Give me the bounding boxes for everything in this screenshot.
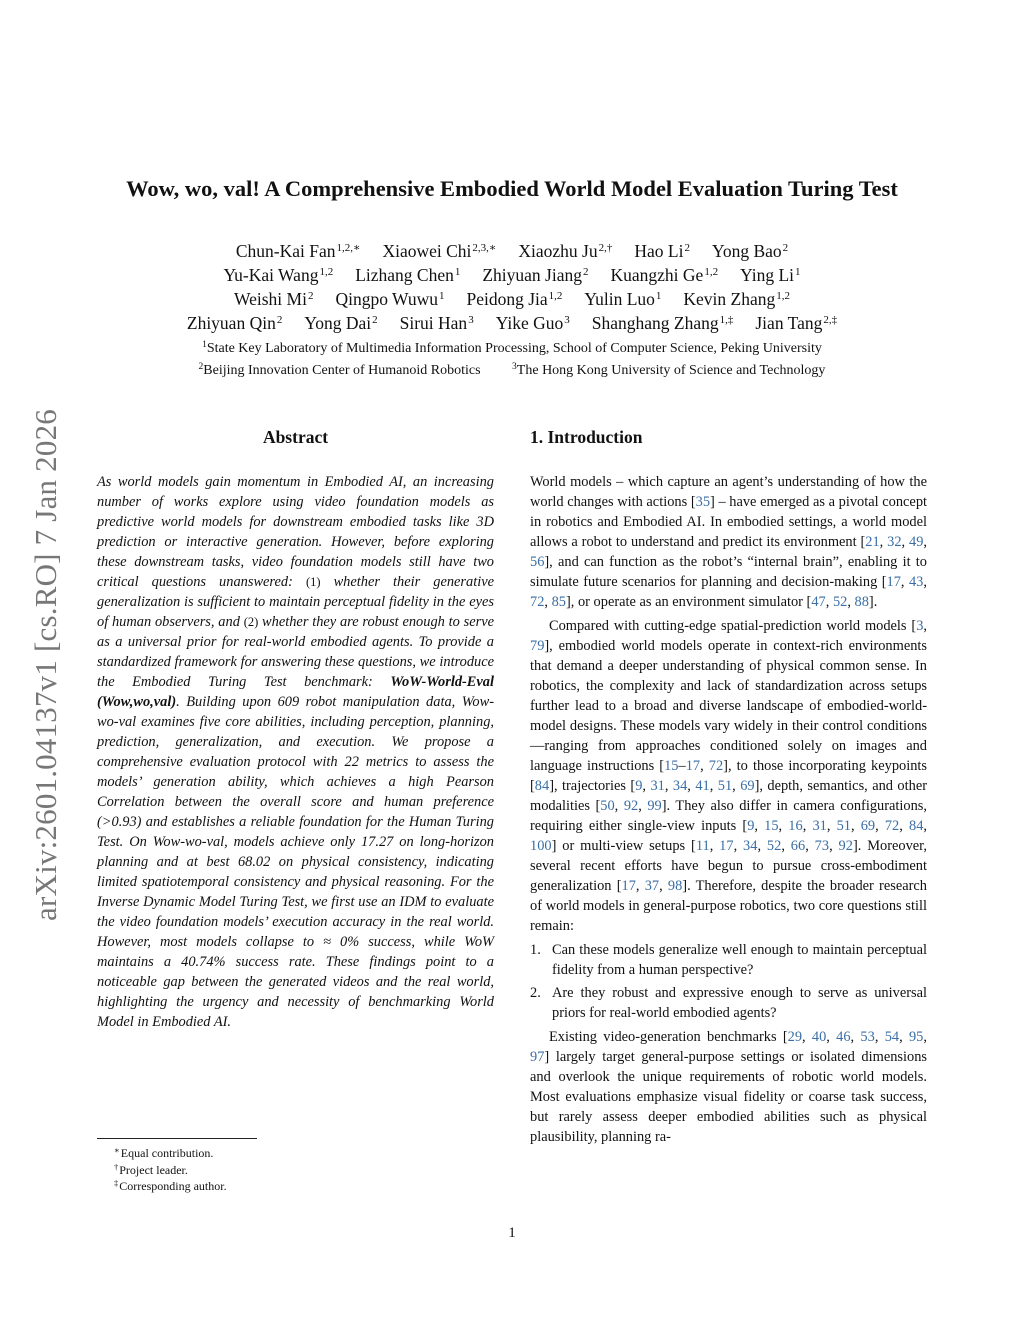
affiliation-1-text: State Key Laboratory of Multimedia Information Processing, School of Computer Science, Peking University [206, 341, 822, 356]
paragraph-text: ], and can function as the robot’s “internal brain”, enabling it to simulate future scenarios for planning and decision-making [ [530, 554, 927, 590]
author-affiliation-marker: 2,3,∗ [472, 242, 497, 254]
citation-link[interactable]: 21 [865, 534, 880, 550]
citation-link[interactable]: 17 [719, 838, 734, 854]
author-name-text: Kuangzhi Ge [610, 265, 704, 285]
citation-link[interactable]: 35 [695, 494, 711, 510]
paragraph-text: , [700, 758, 709, 774]
author-name [400, 311, 474, 335]
paragraph-text: , [901, 534, 909, 550]
paragraph-text: ], or operate as an environment simulator [ [565, 594, 812, 610]
citation-link[interactable]: 34 [743, 838, 758, 854]
paragraph-text: ], depth, semantics, and other modalities [ [530, 778, 927, 814]
author-affiliation-marker: 1,2,∗ [336, 242, 361, 254]
footnote-text: Corresponding author. [119, 1179, 227, 1193]
citation-link[interactable]: 11 [695, 838, 710, 854]
intro-paragraph-3 [530, 1027, 927, 1147]
paper-title: Wow, wo, val! A Comprehensive Embodied World Model Evaluation Turing Test [126, 176, 898, 201]
author-name-text: Weishi Mi [233, 289, 307, 309]
author-name-text: Shanghang Zhang [591, 313, 719, 333]
citation-link[interactable]: 51 [836, 818, 851, 834]
paragraph-text: , [825, 594, 833, 610]
paragraph-text: , [709, 778, 718, 794]
abstract-part-3: whether they are robust enough to serve as a universal prior for real-world embodied agents. To provide a standardized framework for answering these questions, we introduce the Embodied Turing Test benchmark: [97, 614, 494, 690]
abstract-text [97, 472, 494, 1032]
author-name [187, 311, 282, 335]
paragraph-text: , [850, 818, 861, 834]
citation-link[interactable]: 79 [530, 638, 545, 654]
abstract-part-2: whether their generative generalization is sufficient to maintain perceptual fidelity in the eyes of human observers, and [97, 574, 494, 630]
citation-link[interactable]: 95 [908, 1029, 924, 1045]
paragraph-text: , [778, 818, 789, 834]
citation-link[interactable]: 72 [530, 594, 545, 610]
paragraph-text: , [754, 818, 765, 834]
footnote [114, 1162, 227, 1179]
footnote-divider [97, 1138, 257, 1139]
citation-link[interactable]: 40 [811, 1029, 827, 1045]
question-2-marker: (2) [243, 615, 259, 629]
citation-link[interactable]: 69 [740, 778, 755, 794]
citation-link[interactable]: 52 [766, 838, 782, 854]
list-number: 2. [530, 985, 541, 1001]
author-name [634, 239, 690, 263]
paragraph-text: ] largely target general-purpose settings or isolated dimensions and overlook the unique requirements of robotic world models. Most evaluations emphasize visual fidelity or coarse task success, but rarely assess deeper embodied abilities such as physical plausibility, planning ra- [530, 1049, 927, 1145]
affiliation-row-2 [80, 360, 944, 382]
paragraph-text: , [923, 574, 927, 590]
paragraph-text: , [879, 534, 888, 550]
author-name [466, 287, 562, 311]
paragraph-text: ] – have emerged as a pivotal concept in robotics and Embodied AI. In embodied settings, a world model allows a robot to understand and predict its environment [ [530, 494, 928, 550]
author-row [80, 311, 944, 335]
author-affiliation-marker: 3 [468, 314, 474, 326]
author-affiliation-marker: 2 [276, 314, 283, 326]
author-name-text: Hao Li [634, 241, 684, 261]
citation-link[interactable]: 69 [860, 818, 876, 834]
paragraph-text: , [900, 574, 909, 590]
author-name-text: Chun-Kai Fan [235, 241, 336, 261]
author-name [482, 263, 588, 287]
author-name-text: Sirui Han [399, 313, 468, 333]
paragraph-text: , [544, 594, 552, 610]
footnote [114, 1178, 227, 1195]
paragraph-text: , [923, 618, 927, 634]
author-name [496, 311, 570, 335]
author-affiliation-marker: 1 [795, 266, 801, 278]
author-affiliation-marker: 1 [454, 266, 461, 278]
paragraph-text: – [678, 758, 686, 774]
author-name-text: Yong Dai [304, 313, 372, 333]
author-name-text: Kevin Zhang [683, 289, 776, 309]
affiliations [80, 338, 944, 382]
affiliation-2-text: Beijing Innovation Center of Humanoid Robotics [203, 363, 481, 378]
citation-link[interactable]: 52 [832, 594, 848, 610]
list-text: Are they robust and expressive enough to serve as universal priors for real-world embodied agents? [552, 985, 927, 1021]
author-name-text: Ying Li [740, 265, 795, 285]
paragraph-text: , [899, 1029, 909, 1045]
paragraph-text: , [923, 534, 927, 550]
citation-link[interactable]: 37 [644, 878, 660, 894]
citation-link[interactable]: 84 [534, 778, 550, 794]
citation-link[interactable]: 31 [812, 818, 827, 834]
paragraph-text: , [850, 1029, 861, 1045]
citation-link[interactable]: 50 [600, 798, 615, 814]
author-row [80, 287, 944, 311]
intro-paragraph-1 [530, 472, 927, 612]
author-row [80, 239, 944, 263]
arxiv-identifier-stamp [25, 385, 67, 945]
citation-link[interactable]: 73 [814, 838, 830, 854]
affiliation-3-text: The Hong Kong University of Science and Technology [516, 363, 826, 378]
author-name-text: Zhiyuan Jiang [482, 265, 582, 285]
citation-link[interactable]: 99 [647, 798, 662, 814]
author-name-text: Xiaowei Chi [382, 241, 472, 261]
affiliation-3-marker: 3 [512, 362, 517, 372]
paragraph-text: Compared with cutting-edge spatial-prediction world models [ [549, 618, 917, 634]
author-row [80, 263, 944, 287]
author-affiliation-marker: 3 [564, 314, 570, 326]
author-name [234, 287, 313, 311]
author-name [584, 287, 661, 311]
citation-link[interactable]: 85 [551, 594, 566, 610]
author-affiliation-marker: 1 [438, 290, 445, 302]
author-affiliation-marker: 2 [372, 314, 378, 326]
citation-link[interactable]: 84 [909, 818, 924, 834]
paragraph-text: , [642, 778, 651, 794]
paragraph-text: ]. They also differ in camera configurations, requiring either single-view inputs [ [530, 798, 927, 834]
author-name [740, 263, 800, 287]
author-affiliation-marker: 1 [655, 290, 662, 302]
author-name-text: Xiaozhu Ju [518, 241, 598, 261]
citation-link[interactable]: 47 [811, 594, 826, 610]
paragraph-text: , [805, 838, 815, 854]
footnote-text: Equal contribution. [120, 1146, 214, 1160]
citation-link[interactable]: 16 [788, 818, 803, 834]
affiliation-1-marker: 1 [202, 340, 207, 350]
citation-link[interactable]: 32 [887, 534, 902, 550]
citation-link[interactable]: 88 [854, 594, 869, 610]
paragraph-text: World models – which capture an agent’s understanding of how the world changes with actions [ [530, 474, 927, 510]
author-name-text: Jian Tang [755, 313, 823, 333]
citation-link[interactable]: 92 [623, 798, 639, 814]
footnote-text: Project leader. [119, 1162, 188, 1177]
author-name [223, 263, 333, 287]
affiliation-2-marker: 2 [198, 362, 204, 372]
core-questions-list [530, 940, 927, 1023]
list-item [530, 940, 927, 980]
author-name-text: Yong Bao [711, 241, 782, 261]
footnote-marker: ∗ [114, 1145, 120, 1155]
citation-link[interactable]: 17 [685, 758, 701, 774]
citation-link[interactable]: 56 [530, 554, 545, 570]
author-name-text: Yu-Kai Wang [223, 265, 319, 285]
author-name [518, 239, 612, 263]
question-1-marker: (1) [305, 575, 321, 589]
citation-link[interactable]: 15 [664, 758, 679, 774]
author-name-text: Qingpo Wuwu [335, 289, 438, 309]
paragraph-text: , [635, 878, 645, 894]
paragraph-text: Existing video-generation benchmarks [ [549, 1029, 788, 1045]
citation-link[interactable]: 34 [672, 778, 688, 794]
citation-link[interactable]: 9 [747, 818, 755, 834]
author-list [80, 239, 944, 335]
author-name-text: Yulin Luo [584, 289, 655, 309]
paragraph-text: , [847, 594, 855, 610]
paragraph-text: , [802, 818, 813, 834]
author-affiliation-marker: 2,† [598, 242, 613, 254]
author-affiliation-marker: 1,2 [776, 290, 791, 302]
list-item [530, 983, 927, 1023]
intro-paragraph-2 [530, 616, 927, 936]
abstract-part-4: . Building upon 609 robot manipulation data, Wow-wo-val examines five core abilities, including perception, planning, prediction, generalization, and execution. We propose a comprehensive evaluation protocol with 22 metrics to assess the models’ generation ability, which achieves a high Pearson Correlation between the overall score and human preference (>0.93) and establishes a reliable foundation for the Human Turing Test. On Wow-wo-val, models achieve only 17.27 on long-horizon planning and at best 68.02 on physical consistency, indicating limited spatiotemporal consistency and physical reasoning. For the Inverse Dynamic Model Turing Test, we first use an IDM to evaluate the video foundation models’ execution accuracy in the real world. However, most models collapse to ≈ 0% success, while WoW maintains a 40.74% success rate. These findings point to a noticeable gap between the generated videos and the real world, highlighting the urgency and necessity of benchmarking World Model in Embodied AI. [97, 694, 494, 1030]
paragraph-text: ], embodied world models operate in context-rich environments that demand a deeper understanding of physical common sense. In robotics, the complexity and lack of standardization across setups further lead to a broad and diverse landscape of embodied-world-model designs. These models vary widely in their control conditions—ranging from approaches conditioned solely on images and language instructions [ [530, 638, 927, 774]
author-affiliation-marker: 1,‡ [719, 314, 734, 326]
author-name-text: Zhiyuan Qin [186, 313, 276, 333]
paragraph-text: , [781, 838, 791, 854]
paragraph-text: , [664, 778, 673, 794]
paragraph-text: , [875, 818, 885, 834]
citation-link[interactable]: 9 [635, 778, 643, 794]
author-affiliation-marker: 2 [307, 290, 314, 302]
paragraph-text: , [614, 798, 624, 814]
author-name-text: Peidong Jia [466, 289, 548, 309]
paragraph-text: , [826, 818, 837, 834]
affiliation-3 [512, 360, 825, 382]
paragraph-text: , [802, 1029, 812, 1045]
citation-link[interactable]: 66 [790, 838, 806, 854]
citation-link[interactable]: 72 [884, 818, 900, 834]
author-affiliation-marker: 1,2 [704, 266, 719, 278]
author-affiliation-marker: 2,‡ [823, 314, 838, 326]
paragraph-text: ], to those incorporating keypoints [ [530, 758, 927, 794]
footnote-marker: † [114, 1161, 119, 1172]
footnote [114, 1145, 227, 1162]
abstract-part-1: As world models gain momentum in Embodied AI, an increasing number of works explore using video foundation models as predictive world models for downstream embodied tasks like 3D prediction or interactive generation. However, before exploring these downstream tasks, video foundation models still have two critical questions unanswered: [97, 474, 494, 590]
citation-link[interactable]: 41 [695, 778, 710, 794]
introduction-heading: 1. Introduction [530, 427, 643, 447]
author-name [712, 239, 788, 263]
author-name [611, 263, 719, 287]
author-name [382, 239, 496, 263]
author-name [335, 287, 444, 311]
citation-link[interactable]: 15 [764, 818, 779, 834]
list-text: Can these models generalize well enough to maintain perceptual fidelity from a human perspective? [552, 942, 927, 978]
paragraph-text: ], trajectories [ [549, 778, 636, 794]
paragraph-text: ]. Moreover, several recent efforts have begun to pursue cross-embodiment generalization [ [530, 838, 927, 894]
author-name [304, 311, 377, 335]
citation-link[interactable]: 31 [650, 778, 665, 794]
paragraph-text: , [874, 1029, 885, 1045]
paragraph-text: , [732, 778, 741, 794]
author-name [592, 311, 734, 335]
author-name [683, 287, 790, 311]
list-number: 1. [530, 942, 541, 958]
paragraph-text: , [829, 838, 839, 854]
citation-link[interactable]: 3 [916, 618, 924, 634]
left-column [97, 424, 494, 1032]
author-name-text: Yike Guo [495, 313, 564, 333]
citation-link[interactable]: 49 [909, 534, 924, 550]
paragraph-text: , [923, 818, 927, 834]
author-name [755, 311, 837, 335]
citation-link[interactable]: 29 [787, 1029, 803, 1045]
paragraph-text: ]. Therefore, despite the broader research of world models in general-purpose robotics, two core questions still remain: [530, 878, 927, 934]
paragraph-text: ]. [868, 594, 878, 610]
paragraph-text: , [899, 818, 909, 834]
citation-link[interactable]: 92 [838, 838, 853, 854]
citation-link[interactable]: 54 [884, 1029, 900, 1045]
affiliation-2 [199, 360, 481, 382]
citation-link[interactable]: 46 [836, 1029, 851, 1045]
paragraph-text: , [757, 838, 767, 854]
author-name [236, 239, 361, 263]
paragraph-text: , [826, 1029, 837, 1045]
author-affiliation-marker: 2 [684, 242, 690, 254]
paragraph-text: , [709, 838, 720, 854]
abstract-heading: Abstract [262, 427, 329, 447]
right-column [530, 424, 927, 1147]
citation-link[interactable]: 17 [886, 574, 901, 590]
paragraph-text: , [687, 778, 696, 794]
citation-link[interactable]: 97 [530, 1049, 545, 1065]
arxiv-id-text: arXiv:2601.04137v1 [cs.RO] 7 Jan 2026 [28, 409, 64, 921]
citation-link[interactable]: 53 [860, 1029, 875, 1045]
author-name-text: Lizhang Chen [355, 265, 454, 285]
page-number: 1 [508, 1225, 516, 1241]
paragraph-text: , [923, 1029, 927, 1045]
footnote-marker: ‡ [114, 1178, 119, 1188]
paragraph-text: ] or multi-view setups [ [551, 838, 696, 854]
author-affiliation-marker: 2 [782, 242, 789, 254]
citation-link[interactable]: 17 [621, 878, 636, 894]
author-affiliation-marker: 1,2 [548, 290, 563, 302]
paragraph-text: , [638, 798, 648, 814]
author-affiliation-marker: 2 [583, 266, 589, 278]
author-affiliation-marker: 1,2 [319, 266, 334, 278]
paragraph-text: , [733, 838, 744, 854]
paragraph-text: , [659, 878, 668, 894]
author-name [355, 263, 460, 287]
citation-link[interactable]: 72 [708, 758, 724, 774]
footnotes [114, 1145, 227, 1195]
citation-link[interactable]: 43 [908, 574, 924, 590]
benchmark-name: WoW-World-Eval (Wow,wo,val) [97, 674, 494, 710]
citation-link[interactable]: 98 [667, 878, 683, 894]
citation-link[interactable]: 100 [530, 838, 552, 854]
affiliation-1 [80, 338, 944, 360]
citation-link[interactable]: 51 [717, 778, 733, 794]
